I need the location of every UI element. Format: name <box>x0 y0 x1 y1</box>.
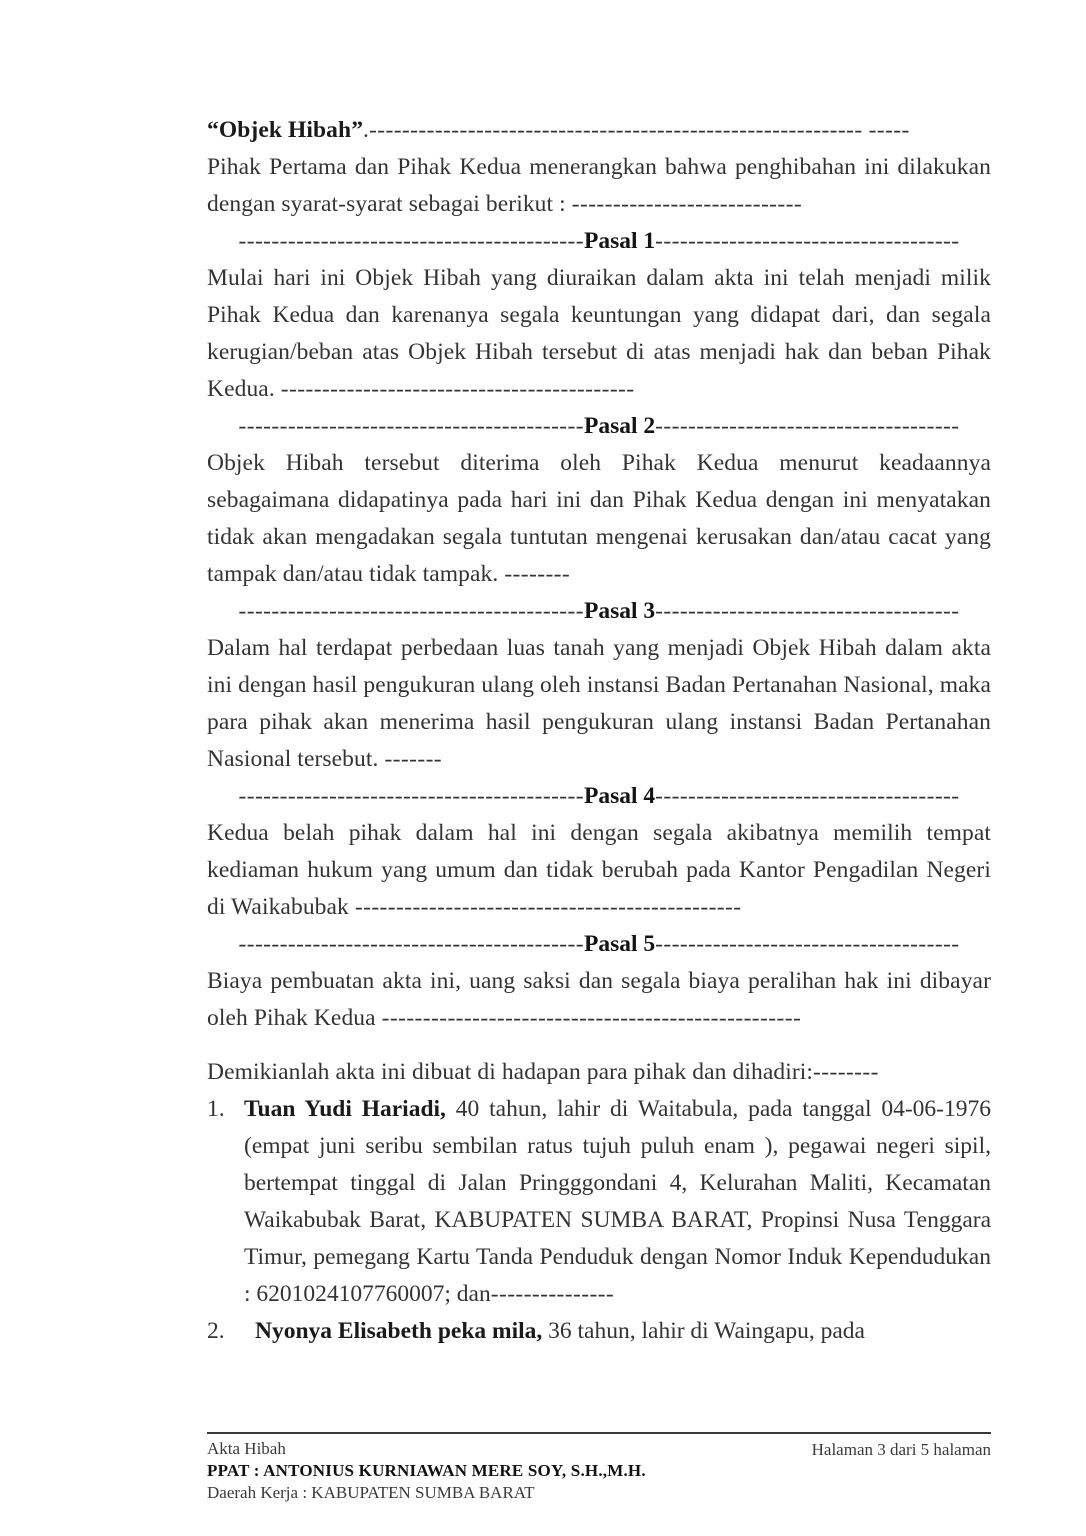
leader-dashes: -------- <box>813 1059 879 1085</box>
list-item-number: 1. <box>207 1096 225 1122</box>
leader-dashes-left: ------------------------------------------ <box>238 931 584 957</box>
closing-text: Demikianlah akta ini dibuat di hadapan para pihak dan dihadiri: <box>207 1059 814 1085</box>
witness-name: Nyonya Elisabeth peka mila, <box>255 1318 543 1344</box>
leader-dashes-left: ------------------------------------------ <box>238 228 584 254</box>
witness-details: 40 tahun, lahir di Waitabula, pada tanggal 04-06-1976 (empat juni seribu sembilan ratus tujuh puluh enam ), pegawai negeri sipil, bertempat tinggal di Jalan Pringggondani 4, Kelurahan Maliti, Kecamatan Waikabubak Barat, KABUPATEN SUMBA BARAT, Propinsi Nusa Tenggara Timur, pemegang Kartu Tanda Penduduk dengan Nomor Induk Kependudukan : 6201024107760007; dan <box>244 1096 991 1307</box>
pasal-5-body <box>207 963 991 1037</box>
pasal-1-body <box>207 260 991 408</box>
list-item <box>207 1091 991 1313</box>
pasal-heading-5 <box>207 926 991 963</box>
footer-page-indicator: Halaman 3 dari 5 halaman <box>811 1440 991 1459</box>
leader-dashes: -------- <box>504 561 571 587</box>
leader-dashes-right: ------------------------------------- <box>655 931 960 957</box>
pasal-4-body <box>207 815 991 926</box>
objek-hibah-opening-line <box>207 112 991 149</box>
intro-paragraph-text: Pihak Pertama dan Pihak Kedua menerangkan bahwa penghibahan ini dilakukan dengan syarat-syarat sebagai berikut : <box>207 154 991 217</box>
list-item <box>207 1313 991 1350</box>
footer-doc-kind: Akta Hibah <box>207 1439 286 1458</box>
pasal-2-body <box>207 445 991 593</box>
pasal-heading-3 <box>207 593 991 630</box>
leader-dashes-right: ------------------------------------- <box>655 598 960 624</box>
pasal-3-text: Dalam hal terdapat perbedaan luas tanah yang menjadi Objek Hibah dalam akta ini dengan hasil pengukuran ulang oleh instansi Badan Pertanahan Nasional, maka para pihak akan menerima hasil pengukuran ulang instansi Badan Pertanahan Nasional tersebut. <box>207 635 991 772</box>
pasal-label: Pasal 2 <box>583 413 656 439</box>
leader-dashes: --------------- <box>490 1281 615 1307</box>
pasal-label: Pasal 5 <box>583 931 656 957</box>
footer-ppat-line: PPAT : ANTONIUS KURNIAWAN MERE SOY, S.H.,M.H. <box>207 1461 646 1480</box>
leader-dashes-right: ------------------------------------- <box>655 413 960 439</box>
list-item-body <box>255 1313 991 1350</box>
pasal-1-text: Mulai hari ini Objek Hibah yang diuraikan dalam akta ini telah menjadi milik Pihak Kedua dan karenanya segala keuntungan yang didapat dari, dan segala kerugian/beban atas Objek Hibah tersebut di atas menjadi hak dan beban Pihak Kedua. <box>207 265 991 402</box>
leader-dashes-right: ------------------------------------- <box>655 783 960 809</box>
leader-dashes-right: ------------------------------------- <box>655 228 960 254</box>
pasal-heading-2 <box>207 408 991 445</box>
pasal-label: Pasal 3 <box>583 598 656 624</box>
footer-left-block <box>207 1438 646 1504</box>
closing-paragraph <box>207 1054 991 1091</box>
document-body <box>207 112 991 1350</box>
list-item-number: 2. <box>207 1318 225 1344</box>
leader-dashes: ---------------------------- <box>571 191 803 217</box>
page-footer <box>207 1432 991 1504</box>
pasal-heading-4 <box>207 778 991 815</box>
list-item-body <box>244 1091 991 1313</box>
witness-name: Tuan Yudi Hariadi, <box>244 1096 446 1122</box>
leader-dashes: ------- <box>384 746 443 772</box>
pasal-2-text: Objek Hibah tersebut diterima oleh Pihak Kedua menurut keadaannya sebagaimana didapatinya pada hari ini dan Pihak Kedua dengan ini menyatakan tidak akan mengadakan segala tuntutan mengenai kerusakan dan/atau cacat yang tampak dan/atau tidak tampak. <box>207 450 991 587</box>
footer-region-line: Daerah Kerja : KABUPATEN SUMBA BARAT <box>207 1483 535 1502</box>
objek-hibah-phrase: “Objek Hibah” <box>207 117 364 143</box>
witness-list <box>207 1091 991 1350</box>
intro-paragraph <box>207 149 991 223</box>
footer-divider <box>207 1432 991 1434</box>
leader-dashes-left: ------------------------------------------ <box>238 413 584 439</box>
pasal-3-body <box>207 630 991 778</box>
witness-details: 36 tahun, lahir di Waingapu, pada <box>542 1318 865 1344</box>
pasal-heading-1 <box>207 223 991 260</box>
leader-dashes: --------------------------------------------------- <box>381 1005 802 1031</box>
leader-dashes-left: ------------------------------------------ <box>238 783 584 809</box>
leader-dashes-2: ----- <box>868 117 910 143</box>
pasal-4-text: Kedua belah pihak dalam hal ini dengan segala akibatnya memilih tempat kediaman hukum yang umum dan tidak berubah pada Kantor Pengadilan Negeri di Waikabubak <box>207 820 991 920</box>
leader-dashes: ----------------------------------------------- <box>354 894 742 920</box>
pasal-label: Pasal 4 <box>583 783 656 809</box>
leader-dashes: ------------------------------------------- <box>280 376 635 402</box>
pasal-label: Pasal 1 <box>583 228 656 254</box>
objek-hibah-tail: . <box>363 117 370 143</box>
leader-dashes: ------------------------------------------------------------ <box>369 117 863 143</box>
leader-dashes-left: ------------------------------------------ <box>238 598 584 624</box>
footer-row <box>207 1438 991 1504</box>
pasal-5-text: Biaya pembuatan akta ini, uang saksi dan segala biaya peralihan hak ini dibayar oleh Pihak Kedua <box>207 968 991 1031</box>
